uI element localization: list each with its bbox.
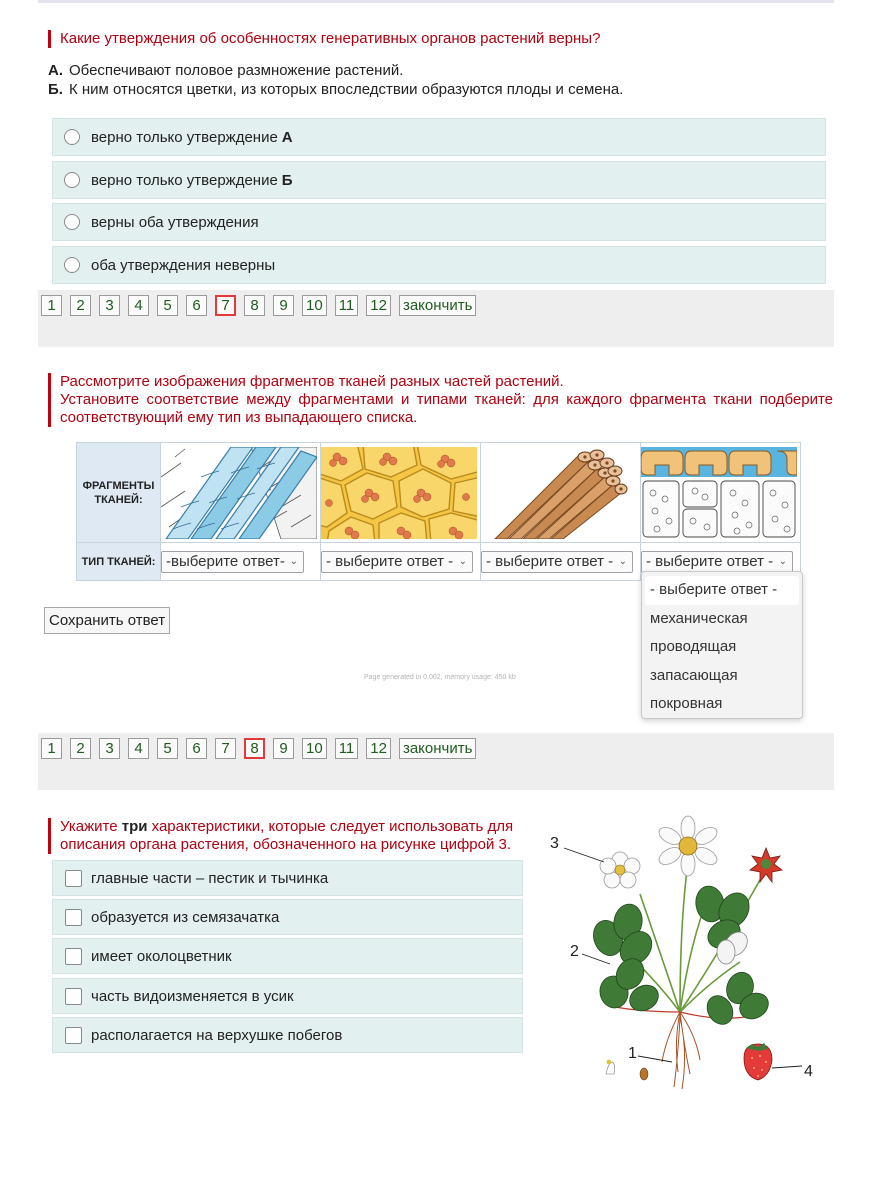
cover-tissue-image — [641, 447, 797, 539]
option-label: оба утверждения неверны — [91, 256, 276, 274]
select-value: - выберите ответ - — [646, 552, 774, 570]
chevron-down-icon: ⌄ — [458, 555, 467, 567]
question-8-title-line2: Установите соответствие между фрагментами и типами тканей: для каждого фрагмента ткани подберите соответствующий ему тип из выпадающего списка. — [60, 391, 833, 426]
option-label-bold: Б — [281, 171, 293, 189]
figure-label-3: 3 — [550, 835, 559, 852]
tissue-image-4 — [641, 443, 801, 543]
option-label: верны оба утверждения — [91, 213, 259, 231]
page-button-8-current[interactable]: 8 — [244, 738, 265, 759]
chevron-down-icon: ⌄ — [289, 555, 298, 567]
radio-button[interactable] — [64, 129, 80, 145]
page-button-11[interactable]: 11 — [335, 295, 359, 316]
top-divider — [38, 0, 834, 3]
checkbox[interactable] — [65, 1027, 82, 1044]
tissue-matching-table — [76, 442, 801, 581]
vascular-tissue-image — [161, 447, 317, 539]
page-button-3[interactable]: 3 — [99, 738, 120, 759]
option-label: главные части – пестик и тычинка — [91, 869, 329, 887]
figure-label-2: 2 — [570, 943, 579, 960]
question-9-title — [48, 818, 526, 854]
select-value: - выберите ответ - — [486, 552, 614, 570]
mechanical-tissue-image — [481, 447, 637, 539]
page-button-6[interactable]: 6 — [186, 738, 207, 759]
option-label: верно только утверждение — [91, 171, 278, 189]
storage-tissue-image — [321, 447, 477, 539]
option-label: образуется из семязачатка — [91, 908, 280, 926]
checkbox[interactable] — [65, 909, 82, 926]
question-9-title-bold: три — [121, 818, 148, 835]
statement-b — [48, 80, 623, 99]
option-shoot-top[interactable] — [52, 1017, 523, 1053]
radio-button[interactable] — [64, 172, 80, 188]
fragments-header — [77, 443, 161, 543]
statement-a-key: А. — [48, 62, 63, 79]
page-button-6[interactable]: 6 — [186, 295, 207, 316]
page-buttons — [41, 295, 484, 316]
page-button-11[interactable]: 11 — [335, 738, 359, 759]
type-header-text: ТИП ТКАНЕЙ: — [81, 555, 156, 568]
page-button-2[interactable]: 2 — [70, 738, 91, 759]
page-button-1[interactable]: 1 — [41, 738, 62, 759]
type-header — [77, 543, 161, 581]
statement-a — [48, 61, 403, 80]
radio-button[interactable] — [64, 257, 80, 273]
option-from-ovule[interactable] — [52, 899, 523, 935]
figure-label-1: 1 — [628, 1045, 637, 1062]
fragments-header-text: ФРАГМЕНТЫ ТКАНЕЙ: — [82, 479, 155, 506]
dropdown-option-storage[interactable]: запасающая — [650, 666, 738, 684]
option-label: часть видоизменяется в усик — [91, 987, 294, 1005]
chevron-down-icon: ⌄ — [778, 555, 787, 567]
page-button-4[interactable]: 4 — [128, 738, 149, 759]
select-cell-3 — [481, 543, 641, 581]
page-buttons — [41, 738, 484, 759]
select-cell-2 — [321, 543, 481, 581]
option-both-true[interactable] — [52, 203, 826, 241]
page-button-12[interactable]: 12 — [366, 738, 391, 759]
page-button-12[interactable]: 12 — [366, 295, 391, 316]
option-pistil-stamen[interactable] — [52, 860, 523, 896]
select-cell-1 — [161, 543, 321, 581]
question-8-title — [48, 373, 833, 427]
question-9-title-post: характеристики, которые следует использовать для описания органа растения, обозначенного на рисунке цифрой 3. — [60, 818, 514, 853]
tissue-type-select-2[interactable] — [321, 551, 473, 573]
checkbox[interactable] — [65, 870, 82, 887]
tissue-type-dropdown-list[interactable] — [641, 571, 803, 719]
tissue-type-select-4[interactable] — [641, 551, 793, 573]
page-button-7-current[interactable]: 7 — [215, 295, 236, 316]
tissue-image-1 — [161, 443, 321, 543]
page-button-10[interactable]: 10 — [302, 738, 327, 759]
dropdown-option-cover[interactable]: покровная — [650, 695, 723, 712]
option-both-false[interactable] — [52, 246, 826, 284]
tissue-type-select-1[interactable] — [161, 551, 304, 573]
dropdown-option-mechanical[interactable]: механическая — [650, 609, 748, 627]
select-value: - выберите ответ - — [326, 552, 454, 570]
question-9-title-pre: Укажите — [60, 818, 122, 835]
select-value: -выберите ответ- — [166, 552, 285, 570]
page-button-3[interactable]: 3 — [99, 295, 120, 316]
option-label-bold: А — [281, 128, 293, 146]
option-perianth[interactable] — [52, 938, 523, 974]
chevron-down-icon: ⌄ — [618, 555, 627, 567]
page-button-1[interactable]: 1 — [41, 295, 62, 316]
option-label: имеет околоцветник — [91, 947, 232, 965]
question-navigation-bar — [38, 290, 834, 347]
page-button-2[interactable]: 2 — [70, 295, 91, 316]
tissue-image-3 — [481, 443, 641, 543]
option-label: располагается на верхушке побегов — [91, 1026, 343, 1044]
tissue-image-2 — [321, 443, 481, 543]
option-label: верно только утверждение — [91, 128, 278, 146]
option-tendril[interactable] — [52, 978, 523, 1014]
question-7-title — [48, 30, 600, 48]
tissue-type-select-3[interactable] — [481, 551, 633, 573]
finish-button[interactable]: закончить — [399, 738, 476, 759]
page-button-8[interactable]: 8 — [244, 295, 265, 316]
statement-b-key: Б. — [48, 81, 63, 98]
option-only-a[interactable] — [52, 118, 826, 156]
question-navigation-bar-2 — [38, 733, 834, 790]
dropdown-option-placeholder[interactable]: - выберите ответ - — [645, 576, 799, 605]
page-button-4[interactable]: 4 — [128, 295, 149, 316]
statement-a-text: Обеспечивают половое размножение растений. — [69, 62, 404, 79]
strawberry-plant-figure — [540, 812, 820, 1112]
page-button-7[interactable]: 7 — [215, 738, 236, 759]
checkbox[interactable] — [65, 948, 82, 965]
page-button-5[interactable]: 5 — [157, 738, 178, 759]
dropdown-option-conducting[interactable]: проводящая — [650, 638, 737, 655]
question-7-title-text: Какие утверждения об особенностях генеративных органов растений верны? — [60, 30, 601, 47]
page-button-5[interactable]: 5 — [157, 295, 178, 316]
finish-button[interactable]: закончить — [399, 295, 476, 316]
page-button-9[interactable]: 9 — [273, 738, 294, 759]
checkbox[interactable] — [65, 988, 82, 1005]
page-button-10[interactable]: 10 — [302, 295, 327, 316]
option-only-b[interactable] — [52, 161, 826, 199]
question-8-title-line1: Рассмотрите изображения фрагментов тканей разных частей растений. — [60, 373, 564, 390]
save-answer-button[interactable]: Сохранить ответ — [44, 607, 170, 634]
radio-button[interactable] — [64, 214, 80, 230]
statement-b-text: К ним относятся цветки, из которых впоследствии образуются плоды и семена. — [68, 81, 624, 98]
page-button-9[interactable]: 9 — [273, 295, 294, 316]
page-generated-note: Page generated in 0.002, memory usage: 450 kb — [364, 674, 516, 681]
figure-label-4: 4 — [804, 1063, 813, 1080]
